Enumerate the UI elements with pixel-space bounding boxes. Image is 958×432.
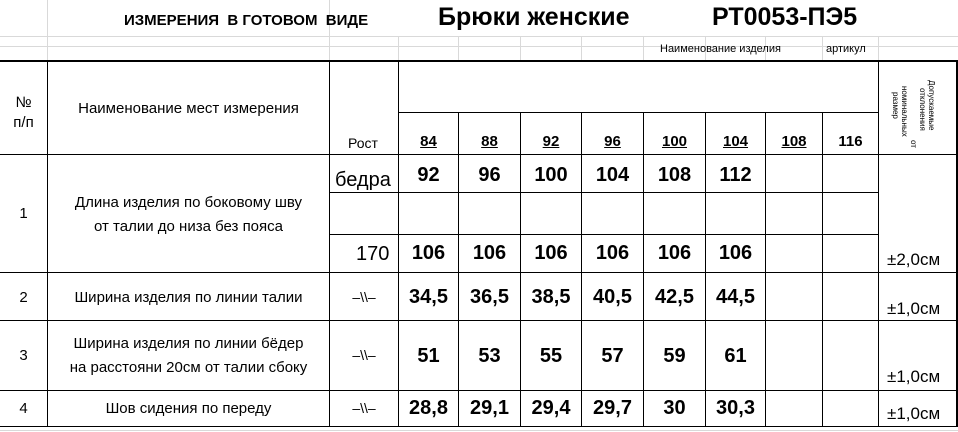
sheet-gridline (520, 36, 521, 60)
row-value: 100 (534, 164, 568, 186)
row-number: 4 (19, 400, 28, 417)
article-caption: артикул (826, 43, 866, 55)
row-tolerance: ±1,0см (887, 367, 941, 386)
row-value: 57 (601, 345, 624, 367)
row-param: –\\– (352, 347, 376, 363)
row-value: 106 (595, 242, 630, 264)
row-value: 106 (411, 242, 446, 264)
table-border (822, 112, 823, 427)
row-value: 44,5 (716, 286, 755, 308)
table-border (0, 390, 958, 391)
size-header-92: 92 (542, 133, 560, 150)
table-border (705, 112, 706, 427)
row-value: 36,5 (470, 286, 509, 308)
sheet-gridline (878, 36, 879, 60)
row-value: 38,5 (531, 286, 571, 308)
row-label-line: на расстояни 20см от талии сбоку (69, 359, 308, 376)
table-border (0, 60, 958, 62)
row-param: 170 (356, 243, 390, 265)
size-header-88: 88 (481, 133, 498, 150)
row-value: 53 (478, 345, 501, 367)
sheet-gridline (0, 430, 958, 431)
table-border (0, 154, 958, 155)
size-header-116: 116 (838, 133, 863, 150)
row-value: 104 (595, 164, 630, 186)
row-value: 28,8 (409, 397, 448, 419)
row-value: 40,5 (593, 286, 632, 308)
row-label-line: Ширина изделия по линии талии (74, 289, 303, 306)
row-value: 61 (724, 345, 747, 367)
row-tolerance: ±2,0см (887, 250, 941, 269)
col-height-header: Рост (348, 135, 378, 151)
row-value: 29,1 (470, 397, 509, 419)
sheet-gridline (329, 0, 330, 60)
sheet-gridline (581, 36, 582, 60)
row-value: 29,7 (593, 397, 632, 419)
size-header-104: 104 (722, 133, 749, 150)
row-number: 3 (19, 347, 28, 364)
table-border (398, 112, 878, 113)
table-border (0, 272, 958, 273)
row-value: 112 (719, 164, 752, 186)
row-value: 59 (663, 345, 686, 367)
table-border (458, 112, 459, 427)
row-value: 106 (472, 242, 507, 264)
table-border (329, 60, 330, 427)
row-value: 106 (534, 242, 568, 264)
table-border (643, 112, 644, 427)
table-border (765, 112, 766, 427)
sheet-gridline (458, 36, 459, 60)
col-place-header: Наименование мест измерения (78, 100, 299, 117)
table-border (329, 192, 878, 193)
row-value: 30 (663, 397, 686, 419)
size-header-96: 96 (604, 133, 621, 150)
row-label-line: Ширина изделия по линии бёдер (73, 335, 304, 352)
table-border (0, 426, 958, 427)
size-header-100: 100 (661, 133, 688, 150)
size-header-84: 84 (420, 133, 437, 150)
row-tolerance: ±1,0см (887, 404, 941, 423)
sheet-gridline (643, 36, 644, 60)
size-header-108: 108 (781, 133, 807, 150)
row-label-line: от талии до низа без пояса (94, 218, 283, 235)
product-name: Брюки женские (438, 3, 630, 31)
row-value: 51 (417, 345, 440, 367)
row-label-line: Длина изделия по боковому шву (74, 194, 303, 211)
table-border (520, 112, 521, 427)
row-value: 96 (478, 164, 501, 186)
row-value: 106 (657, 242, 692, 264)
row-value: 92 (417, 164, 440, 186)
col-number-header: № п/п (13, 94, 34, 131)
measure-title: ИЗМЕРЕНИЯ В ГОТОВОМ ВИДЕ (124, 12, 369, 29)
row-number: 2 (19, 289, 28, 306)
table-border (0, 320, 958, 321)
row-param: бедра (335, 169, 391, 191)
row-param: –\\– (352, 400, 376, 416)
sheet-gridline (822, 36, 823, 60)
row-param: –\\– (352, 289, 376, 305)
row-value: 106 (718, 242, 753, 264)
row-value: 108 (657, 164, 692, 186)
row-value: 34,5 (409, 286, 448, 308)
sheet-gridline (47, 0, 48, 60)
row-label-line: Шов сидения по переду (105, 400, 272, 417)
article-code: РТ0053-ПЭ5 (712, 3, 858, 31)
sheet-gridline (0, 36, 958, 37)
row-value: 29,4 (531, 397, 571, 419)
row-number: 1 (19, 205, 28, 222)
row-value: 30,3 (716, 397, 755, 419)
row-value: 42,5 (655, 286, 694, 308)
sheet-gridline (398, 36, 399, 60)
row-tolerance: ±1,0см (887, 299, 941, 318)
table-border (329, 234, 878, 235)
product-name-caption: Наименование изделия (660, 43, 781, 55)
row-value: 55 (539, 345, 563, 367)
sheet-gridline (0, 46, 958, 47)
table-border (878, 60, 879, 427)
table-border (581, 112, 582, 427)
